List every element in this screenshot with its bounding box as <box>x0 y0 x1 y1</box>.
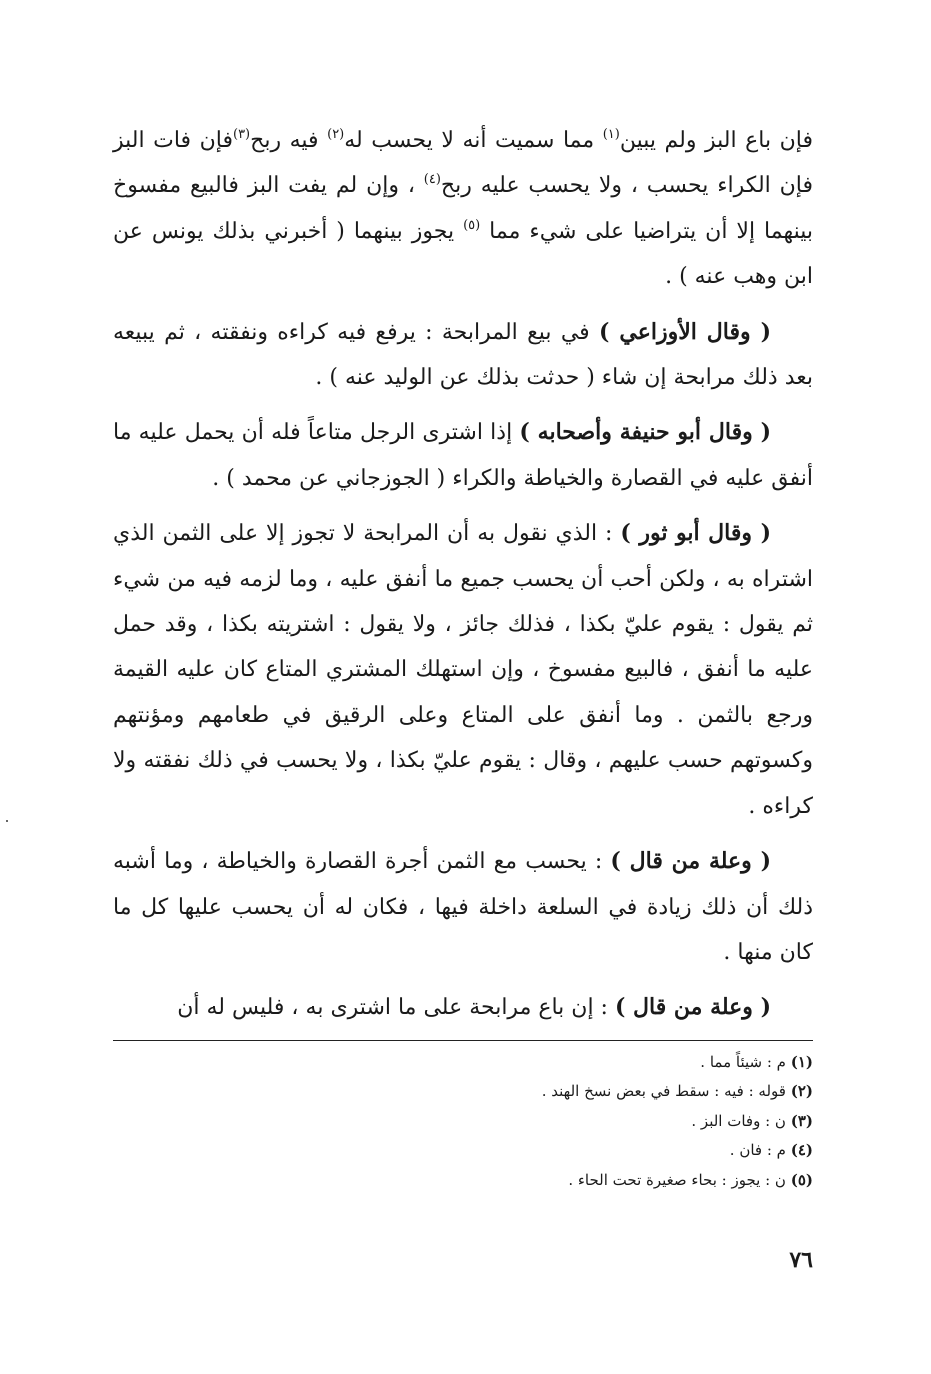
footnote-text: ن : وفات البز . <box>691 1111 791 1130</box>
text-run: : الذي نقول به أن المرابحة لا تجوز إلا على الثمن الذي اشتراه به ، ولكن أحب أن يحسب جميع ما أنفق عليه ، وما لزمه فيه من شيء ثم يقول : يقوم عليّ بكذا ، فذلك جائز ، ولا يقول : اشتريته بكذا ، وقد حمل عليه ما أنفق ، فالبيع مفسوخ ، وإن استهلك المشتري المتاع كان عليه القيمة ورجع بالثمن . وما أنفق على المتاع وعلى الرقيق في طعامهم ومؤنتهم وكسوتهم حسب عليهم ، وقال : يقوم عليّ بكذا ، ولا يحسب في ذلك نفقته ولا كراءه . <box>113 521 813 819</box>
text-run: : يحسب مع الثمن أجرة القصارة والخياطة ، وما أشبه ذلك أن ذلك زيادة في السلعة داخلة فيها ، فكان له أن يحسب عليها كل ما كان منها . <box>113 849 813 965</box>
footnote-number: (٣) <box>790 1111 813 1130</box>
footnote-ref-5[interactable]: (٥) <box>463 217 481 233</box>
paragraph-lead: ( وقال أبو ثور ) <box>620 520 771 547</box>
paragraph-3 <box>113 410 813 501</box>
footnote-1 <box>113 1048 813 1077</box>
text-run: : إن باع مرابحة على ما اشترى به ، فليس له أن <box>177 995 615 1021</box>
scan-speck <box>6 820 8 822</box>
footnote-4 <box>113 1136 813 1165</box>
text-run: إذا اشترى الرجل متاعاً فله أن يحمل عليه ما أنفق عليه في القصارة والخياطة والكراء ( الجوزجاني عن محمد ) . <box>113 420 813 491</box>
paragraph-2 <box>113 310 813 401</box>
text-run: فإن باع البز ولم يبين <box>619 128 814 153</box>
paragraph-4 <box>113 511 813 829</box>
footnote-separator <box>113 1040 813 1041</box>
footnotes <box>113 1048 813 1195</box>
footnote-5 <box>113 1166 813 1195</box>
footnote-number: (٥) <box>790 1170 813 1189</box>
footnote-ref-1[interactable]: (١) <box>602 127 620 142</box>
paragraph-5 <box>113 839 813 975</box>
footnote-3 <box>113 1107 813 1136</box>
paragraph-lead: ( وقال أبو حنيفة وأصحابه ) <box>519 419 771 446</box>
text-run: مما سميت أنه لا يحسب له <box>344 128 603 153</box>
paragraph-1 <box>113 118 813 300</box>
footnote-ref-4[interactable]: (٤) <box>423 172 441 188</box>
paragraph-lead: ( وعلة من قال ) <box>610 848 771 875</box>
footnote-text: قوله : فيه : سقط في بعض نسخ الهند . <box>541 1082 791 1101</box>
footnote-text: م : فان . <box>729 1141 791 1160</box>
footnote-number: (١) <box>790 1053 813 1071</box>
footnote-ref-2[interactable]: (٢) <box>327 127 345 142</box>
footnote-ref-3[interactable]: (٣) <box>232 127 251 142</box>
footnote-2 <box>113 1077 813 1106</box>
text-run: ، وإن لم يفت البز فالبيع مفسوخ بينهما إلا أن يتراضيا على شيء مما <box>113 173 813 244</box>
footnote-number: (٢) <box>790 1082 813 1101</box>
text-run: فإن فات البز فإن الكراء يحسب ، ولا يحسب عليه ربح <box>113 128 813 199</box>
text-run: فيه ربح <box>250 128 328 153</box>
page-number: ٧٦ <box>789 1247 813 1273</box>
paragraph-lead: ( وعلة من قال ) <box>614 994 771 1021</box>
paragraph-6 <box>113 985 813 1030</box>
footnote-text: م : شيئاً مما . <box>700 1053 791 1071</box>
footnote-text: ن : يجوز : بحاء صغيرة تحت الحاء . <box>568 1170 791 1189</box>
paragraph-lead: ( وقال الأوزاعي ) <box>599 318 772 345</box>
text-run: يجوز بينهما ( أخبرني بذلك يونس عن ابن وهب عنه ) . <box>113 218 813 290</box>
main-text <box>113 118 813 1041</box>
footnote-number: (٤) <box>790 1141 813 1160</box>
text-run: في بيع المرابحة : يرفع فيه كراءه ونفقته ، ثم يبيعه بعد ذلك مرابحة إن شاء ( حدثت بذلك عن الوليد عنه ) . <box>113 319 813 391</box>
